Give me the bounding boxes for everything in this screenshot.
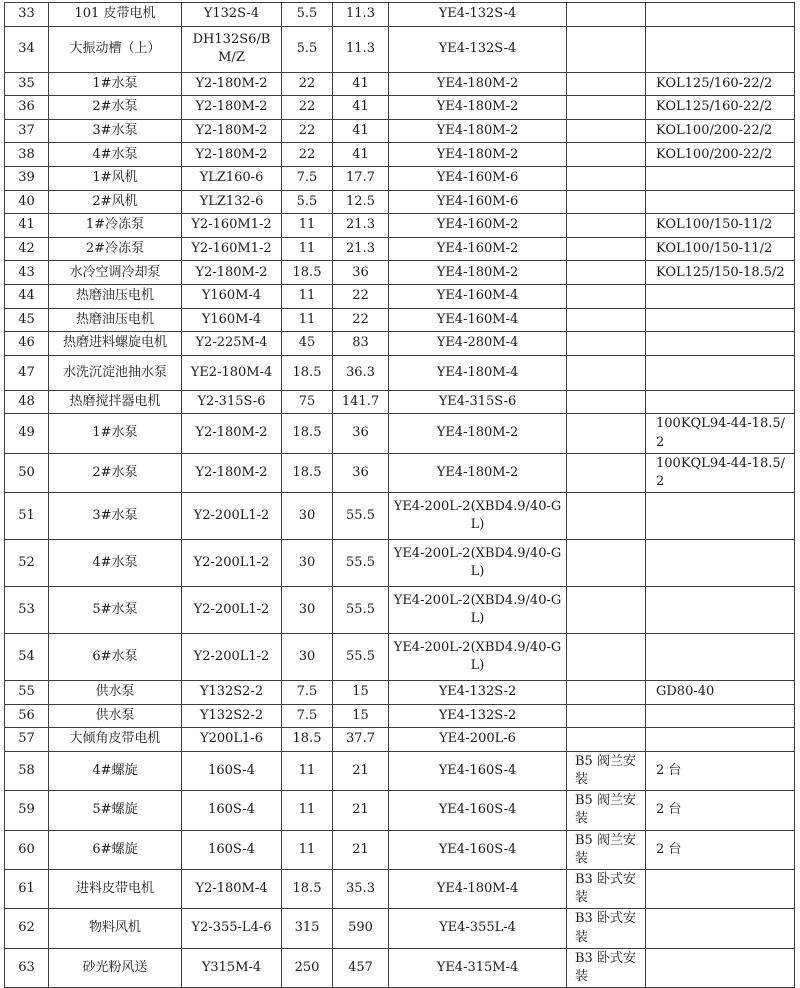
serial-no-cell: 44 (5, 284, 49, 308)
equipment-name-cell: 热磨搅拌器电机 (49, 390, 182, 414)
new-model-cell: YE4-180M-2 (389, 414, 567, 453)
new-model-cell: YE4-180M-2 (389, 119, 567, 143)
equipment-name-cell: 大倾角皮带电机 (49, 728, 182, 752)
serial-no-cell: 36 (5, 96, 49, 120)
old-model-cell: Y132S2-2 (182, 681, 282, 705)
current-a-cell: 36 (333, 453, 389, 492)
mounting-cell (567, 119, 646, 143)
new-model-cell: YE4-160M-4 (389, 284, 567, 308)
current-a-cell: 141.7 (333, 390, 389, 414)
serial-no-cell: 52 (5, 540, 49, 587)
old-model-cell: Y2-180M-2 (182, 414, 282, 453)
equipment-name-cell: 5#螺旋 (49, 791, 182, 830)
serial-no-cell: 48 (5, 390, 49, 414)
current-a-cell: 15 (333, 681, 389, 705)
current-a-cell: 21 (333, 751, 389, 790)
mounting-cell (567, 3, 646, 27)
serial-no-cell: 43 (5, 261, 49, 285)
note-cell (646, 355, 795, 390)
table-row (5, 332, 795, 356)
old-model-cell: Y2-225M-4 (182, 332, 282, 356)
current-a-cell: 590 (333, 909, 389, 948)
current-a-cell: 37.7 (333, 728, 389, 752)
equipment-name-cell: 大振动槽（上） (49, 26, 182, 72)
new-model-cell: YE4-160M-6 (389, 190, 567, 214)
table-row (5, 634, 795, 681)
power-kw-cell: 11 (282, 791, 333, 830)
current-a-cell: 36 (333, 261, 389, 285)
mounting-cell: B3 卧式安装 (567, 869, 646, 908)
note-cell (646, 166, 795, 190)
table-row (5, 96, 795, 120)
note-cell: KOL125/150-18.5/2 (646, 261, 795, 285)
equipment-name-cell: 水冷空调冷却泵 (49, 261, 182, 285)
current-a-cell: 22 (333, 284, 389, 308)
current-a-cell: 83 (333, 332, 389, 356)
equipment-name-cell: 5#水泵 (49, 587, 182, 634)
equipment-name-cell: 2#冷冻泵 (49, 237, 182, 261)
serial-no-cell: 59 (5, 791, 49, 830)
serial-no-cell: 61 (5, 869, 49, 908)
old-model-cell: Y2-200L1-2 (182, 587, 282, 634)
mounting-cell (567, 96, 646, 120)
note-cell (646, 3, 795, 27)
table-row (5, 587, 795, 634)
new-model-cell: YE4-180M-4 (389, 355, 567, 390)
current-a-cell: 41 (333, 143, 389, 167)
note-cell (646, 948, 795, 987)
old-model-cell: Y160M-4 (182, 284, 282, 308)
mounting-cell: B3 卧式安装 (567, 909, 646, 948)
old-model-cell: YLZ132-6 (182, 190, 282, 214)
mounting-cell (567, 166, 646, 190)
table-row (5, 909, 795, 948)
old-model-cell: Y2-180M-4 (182, 869, 282, 908)
current-a-cell: 17.7 (333, 166, 389, 190)
new-model-cell: YE4-180M-2 (389, 96, 567, 120)
new-model-cell: YE4-315S-6 (389, 390, 567, 414)
note-cell (646, 26, 795, 72)
table-row (5, 237, 795, 261)
note-cell: GD80-40 (646, 681, 795, 705)
current-a-cell: 15 (333, 704, 389, 728)
note-cell (646, 909, 795, 948)
mounting-cell (567, 540, 646, 587)
note-cell (646, 704, 795, 728)
new-model-cell: YE4-315M-4 (389, 948, 567, 987)
serial-no-cell: 54 (5, 634, 49, 681)
table-row (5, 261, 795, 285)
serial-no-cell: 33 (5, 3, 49, 27)
power-kw-cell: 30 (282, 493, 333, 540)
mounting-cell (567, 634, 646, 681)
equipment-name-cell: 4#水泵 (49, 540, 182, 587)
current-a-cell: 21 (333, 791, 389, 830)
equipment-name-cell: 供水泵 (49, 681, 182, 705)
table-row (5, 751, 795, 790)
equipment-name-cell: 热磨进料螺旋电机 (49, 332, 182, 356)
power-kw-cell: 11 (282, 237, 333, 261)
equipment-name-cell: 3#水泵 (49, 119, 182, 143)
mounting-cell (567, 143, 646, 167)
power-kw-cell: 22 (282, 96, 333, 120)
serial-no-cell: 38 (5, 143, 49, 167)
note-cell (646, 190, 795, 214)
mounting-cell (567, 261, 646, 285)
current-a-cell: 55.5 (333, 634, 389, 681)
serial-no-cell: 62 (5, 909, 49, 948)
table-row (5, 308, 795, 332)
note-cell (646, 728, 795, 752)
new-model-cell: YE4-132S-2 (389, 704, 567, 728)
equipment-name-cell: 6#水泵 (49, 634, 182, 681)
power-kw-cell: 11 (282, 751, 333, 790)
table-row (5, 214, 795, 238)
mounting-cell (567, 453, 646, 492)
current-a-cell: 21.3 (333, 237, 389, 261)
note-cell: 2 台 (646, 791, 795, 830)
power-kw-cell: 18.5 (282, 261, 333, 285)
power-kw-cell: 315 (282, 909, 333, 948)
mounting-cell (567, 332, 646, 356)
power-kw-cell: 30 (282, 634, 333, 681)
current-a-cell: 12.5 (333, 190, 389, 214)
current-a-cell: 35.3 (333, 869, 389, 908)
current-a-cell: 21 (333, 830, 389, 869)
equipment-name-cell: 101 皮带电机 (49, 3, 182, 27)
new-model-cell: YE4-180M-2 (389, 453, 567, 492)
power-kw-cell: 45 (282, 332, 333, 356)
power-kw-cell: 30 (282, 540, 333, 587)
old-model-cell: YE2-180M-4 (182, 355, 282, 390)
serial-no-cell: 34 (5, 26, 49, 72)
power-kw-cell: 11 (282, 830, 333, 869)
mounting-cell (567, 728, 646, 752)
note-cell (646, 332, 795, 356)
serial-no-cell: 41 (5, 214, 49, 238)
equipment-table (4, 2, 795, 988)
new-model-cell: YE4-200L-2(XBD4.9/40-GL) (389, 540, 567, 587)
new-model-cell: YE4-355L-4 (389, 909, 567, 948)
power-kw-cell: 11 (282, 284, 333, 308)
table-row (5, 166, 795, 190)
note-cell: 2 台 (646, 751, 795, 790)
old-model-cell: Y2-180M-2 (182, 261, 282, 285)
power-kw-cell: 7.5 (282, 166, 333, 190)
serial-no-cell: 56 (5, 704, 49, 728)
power-kw-cell: 18.5 (282, 355, 333, 390)
table-row (5, 414, 795, 453)
new-model-cell: YE4-132S-2 (389, 681, 567, 705)
old-model-cell: Y2-315S-6 (182, 390, 282, 414)
new-model-cell: YE4-132S-4 (389, 3, 567, 27)
new-model-cell: YE4-160M-2 (389, 214, 567, 238)
new-model-cell: YE4-160S-4 (389, 830, 567, 869)
equipment-name-cell: 2#水泵 (49, 96, 182, 120)
note-cell: KOL100/150-11/2 (646, 237, 795, 261)
table-row (5, 143, 795, 167)
table-row (5, 540, 795, 587)
power-kw-cell: 18.5 (282, 728, 333, 752)
table-row (5, 791, 795, 830)
note-cell (646, 634, 795, 681)
current-a-cell: 55.5 (333, 587, 389, 634)
old-model-cell: Y2-180M-2 (182, 119, 282, 143)
current-a-cell: 11.3 (333, 26, 389, 72)
old-model-cell: Y2-355-L4-6 (182, 909, 282, 948)
equipment-name-cell: 物料风机 (49, 909, 182, 948)
serial-no-cell: 46 (5, 332, 49, 356)
mounting-cell (567, 284, 646, 308)
old-model-cell: Y132S2-2 (182, 704, 282, 728)
mounting-cell: B5 阀兰安装 (567, 830, 646, 869)
current-a-cell: 21.3 (333, 214, 389, 238)
old-model-cell: DH132S6/BM/Z (182, 26, 282, 72)
equipment-name-cell: 6#螺旋 (49, 830, 182, 869)
old-model-cell: Y200L1-6 (182, 728, 282, 752)
current-a-cell: 41 (333, 96, 389, 120)
note-cell (646, 284, 795, 308)
power-kw-cell: 5.5 (282, 190, 333, 214)
table-row (5, 830, 795, 869)
note-cell: 100KQL94-44-18.5/2 (646, 453, 795, 492)
serial-no-cell: 58 (5, 751, 49, 790)
equipment-name-cell: 2#水泵 (49, 453, 182, 492)
old-model-cell: Y2-180M-2 (182, 96, 282, 120)
new-model-cell: YE4-200L-2(XBD4.9/40-GL) (389, 634, 567, 681)
serial-no-cell: 45 (5, 308, 49, 332)
old-model-cell: Y160M-4 (182, 308, 282, 332)
current-a-cell: 457 (333, 948, 389, 987)
note-cell: KOL125/160-22/2 (646, 96, 795, 120)
serial-no-cell: 47 (5, 355, 49, 390)
power-kw-cell: 11 (282, 214, 333, 238)
old-model-cell: YLZ160-6 (182, 166, 282, 190)
equipment-name-cell: 热磨油压电机 (49, 308, 182, 332)
note-cell (646, 493, 795, 540)
new-model-cell: YE4-160M-2 (389, 237, 567, 261)
old-model-cell: Y2-180M-2 (182, 72, 282, 96)
new-model-cell: YE4-200L-2(XBD4.9/40-GL) (389, 493, 567, 540)
table-row (5, 72, 795, 96)
note-cell: 100KQL94-44-18.5/2 (646, 414, 795, 453)
old-model-cell: Y2-160M1-2 (182, 237, 282, 261)
table-row (5, 119, 795, 143)
serial-no-cell: 55 (5, 681, 49, 705)
new-model-cell: YE4-132S-4 (389, 26, 567, 72)
new-model-cell: YE4-180M-2 (389, 261, 567, 285)
mounting-cell (567, 681, 646, 705)
new-model-cell: YE4-160M-4 (389, 308, 567, 332)
table-row (5, 453, 795, 492)
mounting-cell (567, 587, 646, 634)
power-kw-cell: 75 (282, 390, 333, 414)
power-kw-cell: 22 (282, 119, 333, 143)
mounting-cell: B3 卧式安装 (567, 948, 646, 987)
note-cell: KOL100/150-11/2 (646, 214, 795, 238)
equipment-name-cell: 热磨油压电机 (49, 284, 182, 308)
equipment-name-cell: 砂光粉风送 (49, 948, 182, 987)
equipment-name-cell: 4#螺旋 (49, 751, 182, 790)
serial-no-cell: 42 (5, 237, 49, 261)
mounting-cell (567, 237, 646, 261)
current-a-cell: 11.3 (333, 3, 389, 27)
mounting-cell (567, 72, 646, 96)
mounting-cell (567, 493, 646, 540)
note-cell (646, 587, 795, 634)
power-kw-cell: 18.5 (282, 414, 333, 453)
new-model-cell: YE4-180M-2 (389, 72, 567, 96)
new-model-cell: YE4-200L-2(XBD4.9/40-GL) (389, 587, 567, 634)
current-a-cell: 55.5 (333, 493, 389, 540)
note-cell (646, 869, 795, 908)
new-model-cell: YE4-160M-6 (389, 166, 567, 190)
serial-no-cell: 39 (5, 166, 49, 190)
serial-no-cell: 53 (5, 587, 49, 634)
current-a-cell: 41 (333, 119, 389, 143)
old-model-cell: 160S-4 (182, 830, 282, 869)
equipment-table-body (5, 3, 795, 988)
old-model-cell: Y2-200L1-2 (182, 493, 282, 540)
new-model-cell: YE4-180M-4 (389, 869, 567, 908)
power-kw-cell: 18.5 (282, 453, 333, 492)
note-cell (646, 540, 795, 587)
current-a-cell: 41 (333, 72, 389, 96)
power-kw-cell: 30 (282, 587, 333, 634)
equipment-name-cell: 1#冷冻泵 (49, 214, 182, 238)
equipment-name-cell: 1#风机 (49, 166, 182, 190)
equipment-name-cell: 3#水泵 (49, 493, 182, 540)
mounting-cell: B5 阀兰安装 (567, 791, 646, 830)
old-model-cell: Y132S-4 (182, 3, 282, 27)
equipment-name-cell: 水洗沉淀池抽水泵 (49, 355, 182, 390)
power-kw-cell: 22 (282, 143, 333, 167)
serial-no-cell: 40 (5, 190, 49, 214)
equipment-name-cell: 4#水泵 (49, 143, 182, 167)
note-cell: KOL125/160-22/2 (646, 72, 795, 96)
current-a-cell: 22 (333, 308, 389, 332)
note-cell (646, 390, 795, 414)
power-kw-cell: 11 (282, 308, 333, 332)
table-row (5, 869, 795, 908)
serial-no-cell: 37 (5, 119, 49, 143)
table-row (5, 355, 795, 390)
serial-no-cell: 49 (5, 414, 49, 453)
note-cell: KOL100/200-22/2 (646, 119, 795, 143)
serial-no-cell: 57 (5, 728, 49, 752)
new-model-cell: YE4-280M-4 (389, 332, 567, 356)
current-a-cell: 36 (333, 414, 389, 453)
serial-no-cell: 63 (5, 948, 49, 987)
equipment-name-cell: 进料皮带电机 (49, 869, 182, 908)
old-model-cell: 160S-4 (182, 751, 282, 790)
table-row (5, 493, 795, 540)
old-model-cell: 160S-4 (182, 791, 282, 830)
new-model-cell: YE4-160S-4 (389, 751, 567, 790)
equipment-name-cell: 1#水泵 (49, 414, 182, 453)
current-a-cell: 55.5 (333, 540, 389, 587)
power-kw-cell: 18.5 (282, 869, 333, 908)
mounting-cell (567, 26, 646, 72)
table-row (5, 390, 795, 414)
table-row (5, 948, 795, 987)
table-row (5, 26, 795, 72)
equipment-name-cell: 供水泵 (49, 704, 182, 728)
note-cell (646, 308, 795, 332)
mounting-cell (567, 355, 646, 390)
old-model-cell: Y2-180M-2 (182, 143, 282, 167)
new-model-cell: YE4-160S-4 (389, 791, 567, 830)
power-kw-cell: 7.5 (282, 704, 333, 728)
note-cell: 2 台 (646, 830, 795, 869)
power-kw-cell: 250 (282, 948, 333, 987)
mounting-cell (567, 414, 646, 453)
equipment-name-cell: 1#水泵 (49, 72, 182, 96)
serial-no-cell: 60 (5, 830, 49, 869)
table-row (5, 704, 795, 728)
new-model-cell: YE4-180M-2 (389, 143, 567, 167)
power-kw-cell: 22 (282, 72, 333, 96)
old-model-cell: Y315M-4 (182, 948, 282, 987)
power-kw-cell: 5.5 (282, 26, 333, 72)
mounting-cell: B5 阀兰安装 (567, 751, 646, 790)
new-model-cell: YE4-200L-6 (389, 728, 567, 752)
old-model-cell: Y2-200L1-2 (182, 540, 282, 587)
serial-no-cell: 51 (5, 493, 49, 540)
old-model-cell: Y2-180M-2 (182, 453, 282, 492)
mounting-cell (567, 308, 646, 332)
current-a-cell: 36.3 (333, 355, 389, 390)
old-model-cell: Y2-160M1-2 (182, 214, 282, 238)
table-row (5, 728, 795, 752)
mounting-cell (567, 704, 646, 728)
serial-no-cell: 35 (5, 72, 49, 96)
mounting-cell (567, 190, 646, 214)
power-kw-cell: 5.5 (282, 3, 333, 27)
old-model-cell: Y2-200L1-2 (182, 634, 282, 681)
table-row (5, 3, 795, 27)
note-cell: KOL100/200-22/2 (646, 143, 795, 167)
serial-no-cell: 50 (5, 453, 49, 492)
table-row (5, 284, 795, 308)
table-row (5, 681, 795, 705)
mounting-cell (567, 390, 646, 414)
mounting-cell (567, 214, 646, 238)
equipment-name-cell: 2#风机 (49, 190, 182, 214)
table-row (5, 190, 795, 214)
power-kw-cell: 7.5 (282, 681, 333, 705)
